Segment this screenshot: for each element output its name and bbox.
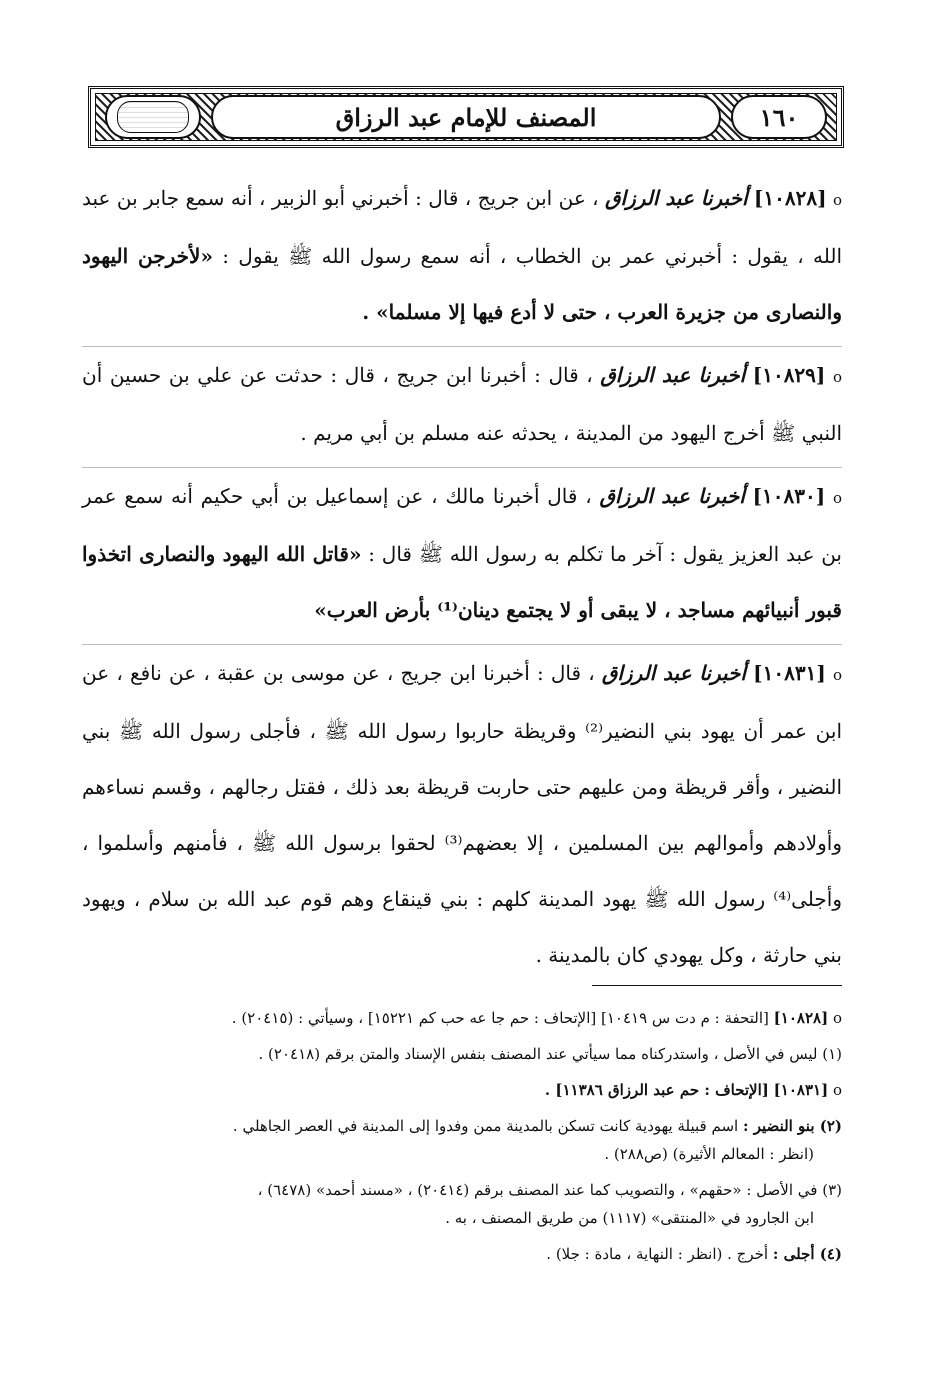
hadith-paragraph: o [١٠٨٣١] أخبرنا عبد الرزاق ، قال : أخبرنا ابن جريج ، عن موسى بن عقبة ، عن نافع ، عن ابن عمر أن يهود بني النضير⁽²⁾ وقريظة حاربوا رسول الله ﷺ ، فأجلى رسول الله ﷺ بني النضير ، وأقر قريظة ومن عليهم حتى حاربت قريظة بعد ذلك ، فقتل رجالهم ، وقسم نساءهم وأولادهم وأموالهم بين المسلمين ، إلا بعضهم⁽³⁾ لحقوا برسول الله ﷺ ، فأمنهم وأسلموا ، وأجلى⁽⁴⁾ رسول الله ﷺ يهود المدينة كلهم : بني قينقاع وهم قوم عبد الله بن سلام ، ويهود بني حارثة ، وكل يهودي كان بالمدينة .	[82, 644, 842, 983]
seal-ornament-icon	[105, 95, 201, 139]
hadith-number: [١٠٨٣١]	[753, 661, 826, 685]
running-title: المصنف للإمام عبد الرزاق	[335, 102, 597, 132]
hadith-number: [١٠٨٣٠]	[752, 484, 826, 508]
isnad-start: أخبرنا عبد الرزاق	[599, 484, 745, 508]
hadith-matn: «قاتل الله اليهود والنصارى اتخذوا قبور أنبيائهم مساجد ، لا يبقى أو لا يجتمع دينان⁽¹⁾ بأرض العرب»	[82, 542, 842, 622]
footnote	[82, 1240, 842, 1268]
hadith-number: [١٠٨٢٨]	[753, 186, 827, 210]
footnote	[82, 1112, 842, 1168]
footnote: o [١٠٨٢٨] [التحفة : م دت س ١٠٤١٩] [الإتحاف : حم جا عه حب كم ١٥٢٢١] ، وسيأتي : (٢٠٤١٥) .	[231, 1009, 842, 1027]
footnote-text: أخرج . (انظر : النهاية ، مادة : جلا) .	[546, 1245, 769, 1263]
hadith-text: ، عن ابن جريج ، قال : أخبرني أبو الزبير ، أنه سمع جابر بن عبد الله ، يقول : أخبرني عمر بن الخطاب ، أنه سمع رسول الله ﷺ يقول :	[82, 186, 842, 268]
hadith-text: ، قال : أخبرنا ابن جريج ، عن موسى بن عقبة ، عن نافع ، عن ابن عمر أن يهود بني النضير⁽²⁾ وقريظة حاربوا رسول الله ﷺ ، فأجلى رسول الله ﷺ بني النضير ، وأقر قريظة ومن عليهم حتى حاربت قريظة بعد ذلك ، فقتل رجالهم ، وقسم نساءهم وأولادهم وأموالهم بين المسلمين ، إلا بعضهم⁽³⁾ لحقوا برسول الله ﷺ ، فأمنهم وأسلموا ، وأجلى⁽⁴⁾ رسول الله ﷺ يهود المدينة كلهم : بني قينقاع وهم قوم عبد الله بن سلام ، ويهود بني حارثة ، وكل يهودي كان بالمدينة .	[82, 661, 843, 967]
title-cartouche	[211, 95, 721, 139]
hadith-paragraph: o [١٠٨٢٩] أخبرنا عبد الرزاق ، قال : أخبرنا ابن جريج ، قال : حدثت عن علي بن حسين أن النبي ﷺ أخرج اليهود من المدينة ، يحدثه عنه مسلم بن أبي مريم .	[82, 346, 842, 461]
footnote-text: ليس في الأصل ، واستدركناه مما سيأتي عند المصنف بنفس الإسناد والمتن برقم (٢٠٤١٨) .	[258, 1045, 818, 1063]
isnad-start: أخبرنا عبد الرزاق	[605, 186, 748, 210]
footnote-continuation: ابن الجارود في «المنتقى» (١١١٧) من طريق المصنف ، به .	[445, 1209, 814, 1227]
hadith-paragraph: o [١٠٨٣٠] أخبرنا عبد الرزاق ، قال أخبرنا مالك ، عن إسماعيل بن أبي حكيم أنه سمع عمر بن عبد العزيز يقول : آخر ما تكلم به رسول الله ﷺ قال : «قاتل الله اليهود والنصارى اتخذوا قبور أنبيائهم مساجد ، لا يبقى أو لا يجتمع دينان⁽¹⁾ بأرض العرب»	[82, 467, 842, 638]
isnad-start: أخبرنا عبد الرزاق	[601, 661, 746, 685]
main-text	[82, 170, 842, 989]
hadith-number: [١٠٨٢٩]	[752, 363, 826, 387]
footnote-key: (١)	[822, 1045, 842, 1063]
footnote	[82, 1040, 842, 1068]
hadith-paragraph: o [١٠٨٢٨] أخبرنا عبد الرزاق ، عن ابن جريج ، قال : أخبرني أبو الزبير ، أنه سمع جابر بن عبد الله ، يقول : أخبرني عمر بن الخطاب ، أنه سمع رسول الله ﷺ يقول : «لأخرجن اليهود والنصارى من جزيرة العرب ، حتى لا أدع فيها إلا مسلما» .	[82, 186, 842, 324]
isnad-start: أخبرنا عبد الرزاق	[600, 363, 746, 387]
footnote-key: (٢) بنو النضير :	[743, 1117, 842, 1135]
footnotes	[82, 1004, 842, 1276]
footnote-key: [١٠٨٢٨]	[773, 1009, 829, 1027]
footnote: o [١٠٨٣١] [الإتحاف : حم عبد الرزاق ١١٣٨٦] .	[544, 1081, 842, 1099]
hadith-text: ، قال أخبرنا مالك ، عن إسماعيل بن أبي حكيم أنه سمع عمر بن عبد العزيز يقول : آخر ما تكلم به رسول الله ﷺ قال :	[82, 484, 843, 566]
footnote-key: [١٠٨٣١]	[773, 1081, 829, 1099]
footnote-text: [التحفة : م دت س ١٠٤١٩] [الإتحاف : حم جا عه حب كم ١٥٢٢١] ، وسيأتي : (٢٠٤١٥) .	[231, 1009, 769, 1027]
footnote-key: (٤) أجلى :	[772, 1245, 842, 1263]
page-number: ١٦٠	[731, 95, 827, 139]
page-header	[88, 86, 844, 148]
footnote-key: (٣)	[822, 1181, 842, 1199]
hadith-text: ، قال : أخبرنا ابن جريج ، قال : حدثت عن علي بن حسين أن النبي ﷺ أخرج اليهود من المدينة ، يحدثه عنه مسلم بن أبي مريم .	[82, 363, 842, 445]
footnote-continuation: (انظر : المعالم الأثيرة) (ص٢٨٨) .	[604, 1145, 814, 1163]
footnote-text: في الأصل : «حقهم» ، والتصويب كما عند المصنف برقم (٢٠٤١٤) ، «مسند أحمد» (٦٤٧٨) ،	[257, 1181, 818, 1199]
footnote-text: اسم قبيلة يهودية كانت تسكن بالمدينة ممن وفدوا إلى المدينة في العصر الجاهلي .	[232, 1117, 739, 1135]
footnote-text: [الإتحاف : حم عبد الرزاق ١١٣٨٦] .	[544, 1081, 769, 1099]
footnote	[82, 1176, 842, 1232]
hadith-matn: «لأخرجن اليهود والنصارى من جزيرة العرب ، حتى لا أدع فيها إلا مسلما» .	[82, 244, 842, 324]
footnote-divider	[592, 985, 842, 986]
